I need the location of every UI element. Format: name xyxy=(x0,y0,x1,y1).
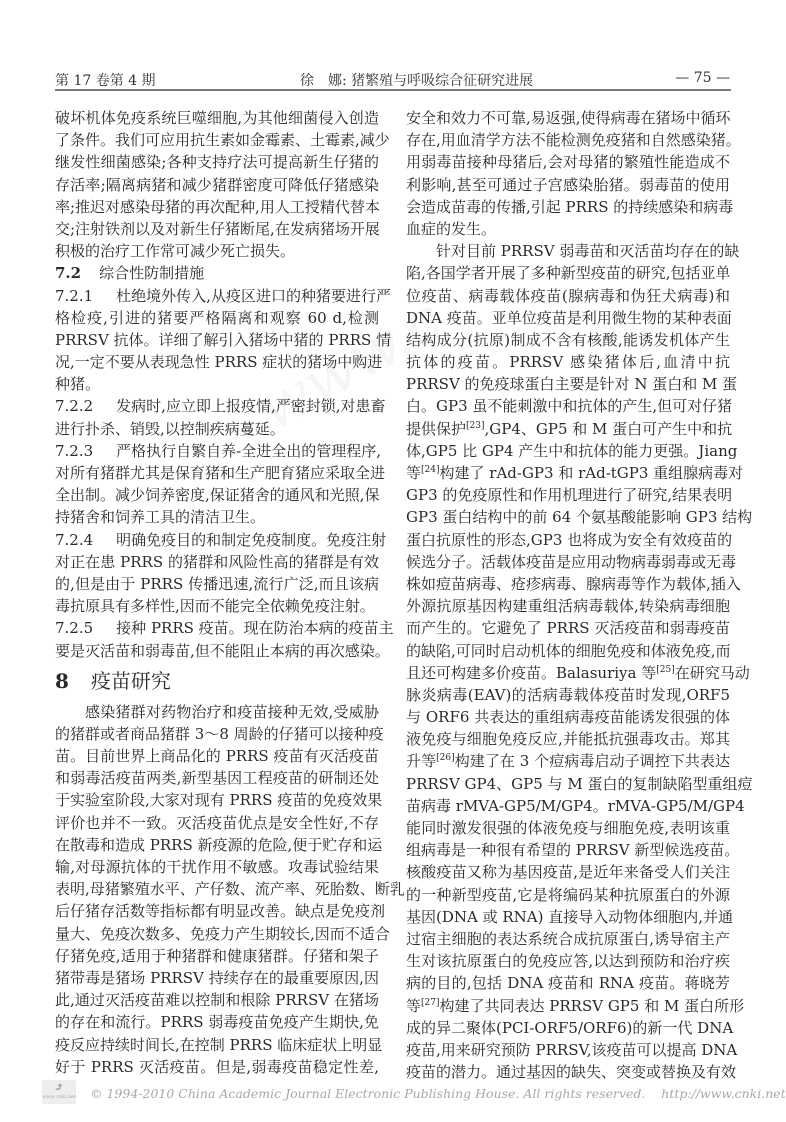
text-line: 核酸疫苗又称为基因疫苗,是近年来备受人们关注 xyxy=(406,863,730,882)
text-line: 输,对母源抗体的干扰作用不敏感。攻毒试验结果 xyxy=(55,858,379,876)
heading-number: 7.2 xyxy=(55,264,82,283)
text-line: 疫苗,用来研究预防 PRRSV,该疫苗可以提高 DNA xyxy=(406,1040,738,1059)
right-column xyxy=(406,107,753,1083)
text-line: 用弱毒苗接种母猪后,会对母猪的繁殖性能造成不 xyxy=(406,153,730,172)
left-column xyxy=(55,107,405,1078)
text-line: GP3 蛋白结构中的前 64 个氨基酸能影响 GP3 结构 xyxy=(406,508,753,527)
item-number: 7.2.2 xyxy=(55,397,94,416)
text-line: 等[24]构建了 rAd-GP3 和 rAd-tGP3 重组腺病毒对 xyxy=(406,464,744,482)
text-line: 了条件。我们可应用抗生素如金霉素、土霉素,减少 xyxy=(55,131,390,150)
text-line: 率;推迟对感染母猪的再次配种,用人工授精代替本 xyxy=(55,197,380,216)
text-line: 株如痘苗病毒、疮疹病毒、腺病毒等作为载体,插入 xyxy=(406,574,741,593)
text-line: 疫苗的潜力。通过基因的缺失、突变或替换及有效 xyxy=(406,1063,737,1082)
text-line: 存在,用血清学方法不能检测免疫猪和自然感染猪。 xyxy=(406,131,741,150)
text-line: 7.2.3 严格执行自繁自养-全进全出的管理程序, xyxy=(55,441,382,460)
item-number: 7.2.3 xyxy=(55,441,94,460)
text-line: 7.2.1 杜绝境外传入,从疫区进口的种猪要进行严 xyxy=(55,286,391,305)
text-line: 的猪群或者商品猪群 3～8 周龄的仔猪可以接种疫 xyxy=(55,724,384,743)
heading-number: 8 xyxy=(55,668,69,693)
text-line: 能同时激发很强的体液免疫与细胞免疫,表明该重 xyxy=(406,819,730,837)
text-line: PRRSV 抗体。详细了解引入猪场中猪的 PRRS 情 xyxy=(55,330,392,349)
citation-ref: [24] xyxy=(421,465,440,475)
text-line: 苗。目前世界上商品化的 PRRS 疫苗有灭活疫苗 xyxy=(55,747,379,766)
text-line: 况,一定不要从表现急性 PRRS 症状的猪场中购进 xyxy=(55,353,383,372)
text-line: 白。GP3 虽不能刺激中和抗体的产生,但可对仔猪 xyxy=(406,397,733,416)
header-rule xyxy=(55,89,731,91)
text-line: 感染猪群对药物治疗和疫苗接种无效,受威胁 xyxy=(85,702,379,721)
text-line: 而产生的。它避免了 PRRS 灭活疫苗和弱毒疫苗 xyxy=(406,619,730,638)
text-line: 与 ORF6 共表达的重组病毒疫苗能诱发很强的体 xyxy=(406,708,730,727)
item-number: 7.2.4 xyxy=(55,530,94,549)
section-heading xyxy=(55,662,379,701)
text-line: 交;注射铁剂以及对新生仔猪断尾,在发病猪场开展 xyxy=(55,219,380,238)
text-line: 脉炎病毒(EAV)的活病毒载体疫苗时发现,ORF5 xyxy=(406,685,730,704)
item-number: 7.2.1 xyxy=(55,286,94,305)
text-line: 外源抗原基因构建重组活病毒载体,转染病毒细胞 xyxy=(406,597,730,616)
text-line: 苗病毒 rMVA-GP5/M/GP4。rMVA-GP5/M/GP4 xyxy=(406,796,745,815)
text-line: 7.2.4 明确免疫目的和制定免疫制度。免疫注射 xyxy=(55,530,387,549)
text-line: 毒抗原具有多样性,因而不能完全依赖免疫注射。 xyxy=(55,597,375,616)
text-line: 病的目的,包括 DNA 疫苗和 RNA 疫苗。蒋晓芳 xyxy=(406,974,730,993)
text-line: 要是灭活苗和弱毒苗,但不能阻止本病的再次感染。 xyxy=(55,641,390,660)
text-line: 位疫苗、病毒载体疫苗(腺病毒和伪狂犬病毒)和 xyxy=(406,286,730,305)
text-line: 血症的发生。 xyxy=(406,219,497,238)
text-line: 过宿主细胞的表达系统合成抗原蛋白,诱导宿主产 xyxy=(406,929,730,948)
text-line: 猪带毒是猪场 PRRSV 持续存在的最重要原因,因 xyxy=(55,968,379,987)
citation-ref: [23] xyxy=(466,420,485,431)
heading-title: 综合性防制措施 xyxy=(99,264,205,283)
text-line: 陷,各国学者开展了多种新型疫苗的研究,包括亚单 xyxy=(406,264,731,283)
text-line: 疫反应持续时间长,在控制 PRRS 临床症状上明显 xyxy=(55,1035,383,1054)
text-line: 且还可构建多价疫苗。Balasuriya 等[25]在研究马动 xyxy=(406,663,750,682)
text-line: 持猪舍和饲养工具的清洁卫生。 xyxy=(55,508,266,527)
text-line: 利影响,甚至可通过子宫感染胎猪。弱毒苗的使用 xyxy=(406,175,730,194)
text-line: 格检疫,引进的猪要严格隔离和观察 60 d,检测 xyxy=(55,308,379,327)
text-line: 对所有猪群尤其是保育猪和生产肥育猪应采取全进 xyxy=(55,464,386,482)
text-line: 7.2.5 接种 PRRS 疫苗。现在防治本病的疫苗主 xyxy=(55,619,394,638)
text-line: 抗体的疫苗。PRRSV 感染猪体后,血清中抗 xyxy=(406,353,730,372)
text-line: 成的异二聚体(PCI-ORF5/ORF6)的新一代 DNA xyxy=(406,1018,734,1037)
text-line: 蛋白抗原性的形态,GP3 也将成为安全有效疫苗的 xyxy=(406,530,733,549)
text-line: 存活率;隔离病猪和减少猪群密度可降低仔猪感染 xyxy=(55,175,379,194)
text-line: 的一种新型疫苗,它是将编码某种抗原蛋白的外源 xyxy=(406,885,730,904)
cnki-logo: ⤴ www.cnki.net xyxy=(42,1080,76,1104)
text-line: 候选分子。活载体疫苗是应用动物病毒弱毒或无毒 xyxy=(406,552,737,571)
text-line: 仔猪免疫,适用于种猪群和健康猪群。仔猪和架子 xyxy=(55,946,379,965)
journal-volume: 第 17 卷第 4 期 xyxy=(55,73,156,89)
text-line: 体,GP5 比 GP4 产生中和抗体的能力更强。Jiang xyxy=(406,441,738,460)
text-line: 的缺陷,可同时启动机体的细胞免疫和体液免疫,而 xyxy=(406,641,731,660)
text-line: 量大、免疫次数多、免疫力产生期较长,因而不适合 xyxy=(55,924,390,943)
subsection-heading xyxy=(55,262,379,284)
text-line: 组病毒是一种很有希望的 PRRSV 新型候选疫苗。 xyxy=(406,841,740,860)
text-line: 进行扑杀、销毁,以控制疾病蔓延。 xyxy=(55,419,285,438)
text-line: 的,但是由于 PRRS 传播迅速,流行广泛,而且该病 xyxy=(55,574,379,593)
text-line: 积极的治疗工作常可减少死亡损失。 xyxy=(55,242,296,261)
item-number: 7.2.5 xyxy=(55,619,94,638)
text-line: 对正在患 PRRS 的猪群和风险性高的猪群是有效 xyxy=(55,552,379,571)
text-line: 好于 PRRS 灭活疫苗。但是,弱毒疫苗稳定性差, xyxy=(55,1057,379,1076)
text-line: 针对目前 PRRSV 弱毒苗和灭活苗均存在的缺 xyxy=(436,242,740,261)
citation-ref: [25] xyxy=(656,664,675,675)
text-line: 此,通过灭活疫苗难以控制和根除 PRRSV 在猪场 xyxy=(55,991,379,1010)
text-line: PRRSV GP4、GP5 与 M 蛋白的复制缺陷型重组痘 xyxy=(406,774,753,793)
citation-ref: [27] xyxy=(421,997,440,1008)
running-title: 徐 娜: 猪繁殖与呼吸综合征研究进展 xyxy=(300,73,534,89)
text-line: 后仔猪存活数等指标都有明显改善。缺点是免疫剂 xyxy=(55,902,386,921)
text-line: 液免疫与细胞免疫反应,并能抵抗强毒攻击。郑其 xyxy=(406,730,730,749)
text-line: 结构成分(抗原)制成不含有核酸,能诱发机体产生 xyxy=(406,330,730,349)
text-line: 和弱毒活疫苗两类,新型基因工程疫苗的研制还处 xyxy=(55,769,379,788)
text-line: 种猪。 xyxy=(55,375,101,394)
text-line: 等[27]构建了共同表达 PRRSV GP5 和 M 蛋白所形 xyxy=(406,996,745,1015)
text-line: 于实验室阶段,大家对现有 PRRS 疫苗的免疫效果 xyxy=(55,791,383,810)
text-line: 破坏机体免疫系统巨噬细胞,为其他细菌侵入创造 xyxy=(55,109,379,127)
text-line: 评价也并不一致。灭活疫苗优点是安全性好,不存 xyxy=(55,813,379,832)
text-line: 继发性细菌感染;各种支持疗法可提高新生仔猪的 xyxy=(55,153,379,172)
text-line: GP3 的免疫原性和作用机理进行了研究,结果表明 xyxy=(406,486,733,505)
text-line: 的存在和流行。PRRS 弱毒疫苗免疫产生期快,免 xyxy=(55,1013,379,1032)
text-line: 全出制。减少饲养密度,保证猪舍的通风和光照,保 xyxy=(55,486,380,505)
text-line: DNA 疫苗。亚单位疫苗是利用微生物的某种表面 xyxy=(406,308,732,327)
text-line: 安全和效力不可靠,易返强,使得病毒在猪场中循环 xyxy=(406,109,731,127)
text-line: 升等[26]构建了在 3 个痘病毒启动子调控下共表达 xyxy=(406,752,730,771)
heading-title: 疫苗研究 xyxy=(90,668,171,693)
text-line: 表明,母猪繁殖水平、产仔数、流产率、死胎数、断乳 xyxy=(55,880,405,899)
text-line: 会造成苗毒的传播,引起 PRRS 的持续感染和病毒 xyxy=(406,197,734,216)
text-line: 生对该抗原蛋白的免疫应答,以达到预防和治疗疾 xyxy=(406,952,730,971)
page-number: — 75 — xyxy=(675,70,730,86)
text-line: 提供保护[23],GP4、GP5 和 M 蛋白可产生中和抗 xyxy=(406,419,733,438)
citation-ref: [26] xyxy=(436,753,455,764)
text-line: PRRSV 的免疫球蛋白主要是针对 N 蛋白和 M 蛋 xyxy=(406,375,738,394)
text-line: 基因(DNA 或 RNA) 直接导入动物体细胞内,并通 xyxy=(406,907,734,926)
text-line: 在散毒和造成 PRRS 新疫源的危险,便于贮存和运 xyxy=(55,835,383,854)
text-line: 7.2.2 发病时,应立即上报疫情,严密封锁,对患畜 xyxy=(55,397,386,416)
copyright-footer: © 1994-2010 China Academic Journal Electronic Publishing House. All rights reserved. http://www.cnki.net xyxy=(90,1086,786,1101)
